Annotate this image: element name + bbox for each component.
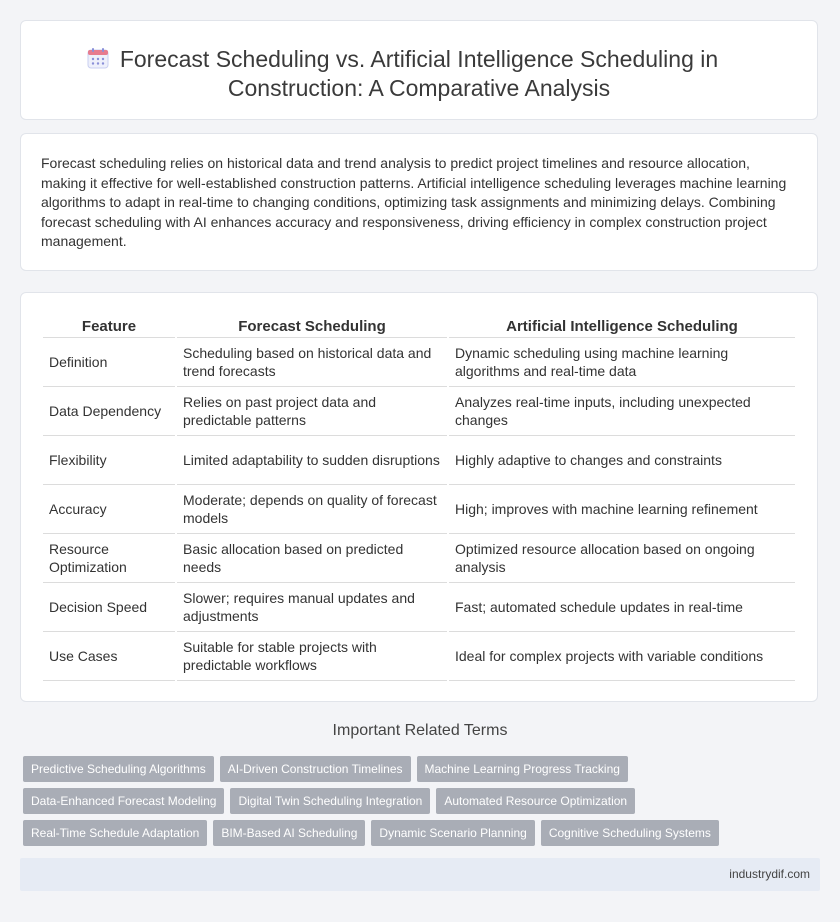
forecast-cell: Suitable for stable projects with predictable workflows xyxy=(177,632,447,681)
tag-row xyxy=(23,820,813,846)
comparison-table-card xyxy=(20,292,818,702)
forecast-cell: Basic allocation based on predicted needs xyxy=(177,534,447,583)
table-row xyxy=(43,534,795,583)
header-forecast: Forecast Scheduling xyxy=(177,313,447,338)
related-term-tag[interactable]: Digital Twin Scheduling Integration xyxy=(230,788,430,814)
page-title-line-2: Construction: A Comparative Analysis xyxy=(227,75,611,101)
ai-cell: High; improves with machine learning refinement xyxy=(449,485,795,534)
page-title xyxy=(21,45,817,103)
forecast-cell: Limited adaptability to sudden disruptions xyxy=(177,436,447,485)
table-row xyxy=(43,632,795,681)
tag-row xyxy=(23,756,813,782)
header-feature: Feature xyxy=(43,313,175,338)
intro-card xyxy=(20,133,818,271)
related-terms-tags xyxy=(23,756,813,852)
table-row xyxy=(43,436,795,485)
ai-cell: Highly adaptive to changes and constraints xyxy=(449,436,795,485)
comparison-table xyxy=(41,313,797,681)
title-card xyxy=(20,20,818,120)
feature-cell: Decision Speed xyxy=(43,583,175,632)
ai-cell: Ideal for complex projects with variable conditions xyxy=(449,632,795,681)
related-term-tag[interactable]: Data-Enhanced Forecast Modeling xyxy=(23,788,224,814)
related-term-tag[interactable]: Predictive Scheduling Algorithms xyxy=(23,756,214,782)
header-ai: Artificial Intelligence Scheduling xyxy=(449,313,795,338)
feature-cell: Accuracy xyxy=(43,485,175,534)
table-row xyxy=(43,338,795,387)
footer-bar xyxy=(20,858,820,891)
table-header-row xyxy=(43,313,795,338)
table-row xyxy=(43,485,795,534)
ai-cell: Optimized resource allocation based on ongoing analysis xyxy=(449,534,795,583)
ai-cell: Dynamic scheduling using machine learning algorithms and real-time data xyxy=(449,338,795,387)
related-term-tag[interactable]: Real-Time Schedule Adaptation xyxy=(23,820,207,846)
related-terms-heading: Important Related Terms xyxy=(332,722,508,739)
page-title-line-1: Forecast Scheduling vs. Artificial Intelligence Scheduling in xyxy=(119,46,719,72)
intro-paragraph: Forecast scheduling relies on historical data and trend analysis to predict project timelines and resource allocation, making it effective for well-established construction patterns. Artificial intelligence scheduling leverages machine learning algorithms to adapt in real-time to changing conditions, optimizing task assignments and minimizing delays. Combining forecast scheduling with AI enhances accuracy and responsiveness, driving efficiency in complex construction project management. xyxy=(41,155,787,249)
related-term-tag[interactable]: Machine Learning Progress Tracking xyxy=(417,756,628,782)
forecast-cell: Slower; requires manual updates and adjustments xyxy=(177,583,447,632)
feature-cell: Resource Optimization xyxy=(43,534,175,583)
ai-cell: Analyzes real-time inputs, including unexpected changes xyxy=(449,387,795,436)
feature-cell: Use Cases xyxy=(43,632,175,681)
related-term-tag[interactable]: BIM-Based AI Scheduling xyxy=(213,820,365,846)
table-row xyxy=(43,583,795,632)
forecast-cell: Relies on past project data and predictable patterns xyxy=(177,387,447,436)
related-term-tag[interactable]: AI-Driven Construction Timelines xyxy=(220,756,411,782)
related-term-tag[interactable]: Automated Resource Optimization xyxy=(436,788,635,814)
feature-cell: Definition xyxy=(43,338,175,387)
tag-row xyxy=(23,788,813,814)
ai-cell: Fast; automated schedule updates in real-time xyxy=(449,583,795,632)
related-term-tag[interactable]: Cognitive Scheduling Systems xyxy=(541,820,719,846)
feature-cell: Data Dependency xyxy=(43,387,175,436)
forecast-cell: Moderate; depends on quality of forecast models xyxy=(177,485,447,534)
table-row xyxy=(43,387,795,436)
related-term-tag[interactable]: Dynamic Scenario Planning xyxy=(371,820,534,846)
forecast-cell: Scheduling based on historical data and trend forecasts xyxy=(177,338,447,387)
feature-cell: Flexibility xyxy=(43,436,175,485)
site-name[interactable]: industrydif.com xyxy=(729,867,810,881)
